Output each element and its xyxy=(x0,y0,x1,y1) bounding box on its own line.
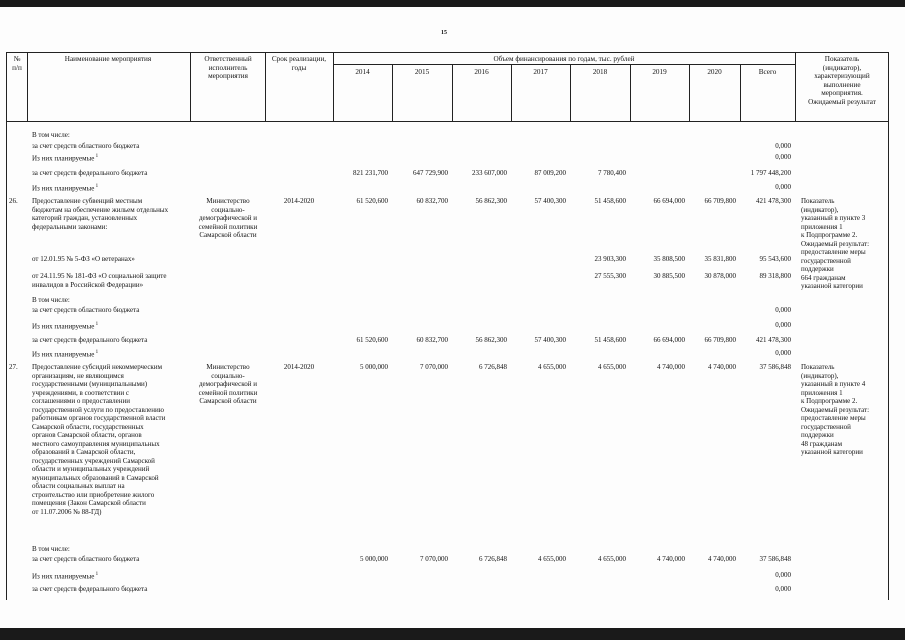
row-value-2015: 7 070,000 xyxy=(420,363,448,371)
row-executor: Министерство социально- демографической и семейной политики Самарской области xyxy=(198,197,258,239)
row-value-Всего: 0,000 xyxy=(775,585,791,593)
table-rule xyxy=(795,52,796,121)
row-label: Из них планируемые $^1$ xyxy=(32,184,99,193)
row-label: В том числе: xyxy=(32,296,70,304)
row-value-2020: 4 740,000 xyxy=(708,555,736,563)
row-value-2020: 66 709,800 xyxy=(704,336,736,344)
scan-bottom-border xyxy=(0,628,905,640)
row-value-2019: 30 885,500 xyxy=(653,272,685,280)
header-indicator: Показатель (индикатор), характеризующий выполнение мероприятия. Ожидаемый результат xyxy=(808,55,876,106)
row-value-2020: 66 709,800 xyxy=(704,197,736,205)
row-value-2014: 5 000,000 xyxy=(360,555,388,563)
row-term: 2014-2020 xyxy=(283,363,315,371)
row-label: от 12.01.95 № 5-ФЗ «О ветеранах» xyxy=(32,255,135,263)
row-label: Из них планируемые $^1$ xyxy=(32,154,99,163)
row-label: Из них планируемые $^1$ xyxy=(32,350,99,359)
row-value-Всего: 0,000 xyxy=(775,349,791,357)
row-value-2018: 4 655,000 xyxy=(598,363,626,371)
row-label: Предоставление субвенций местным бюджетам на обеспечение жильем отдельных категорий граждан, установленных федеральными законами: xyxy=(32,197,169,231)
header-funding: Объем финансирования по годам, тыс. рублей xyxy=(493,55,635,63)
row-value-2015: 647 729,900 xyxy=(413,169,448,177)
row-label: Из них планируемые $^1$ xyxy=(32,572,99,581)
row-label: Из них планируемые $^1$ xyxy=(32,322,99,331)
row-value-2019: 4 740,000 xyxy=(657,555,685,563)
table-rule xyxy=(333,64,795,65)
header-year-Всего: Всего xyxy=(758,68,777,76)
row-value-2016: 233 607,000 xyxy=(472,169,507,177)
row-label: за счет средств федерального бюджета xyxy=(32,336,148,344)
row-value-Всего: 0,000 xyxy=(775,183,791,191)
header-year-2015: 2015 xyxy=(414,68,430,76)
row-value-2019: 35 808,500 xyxy=(653,255,685,263)
row-value-Всего: 421 478,300 xyxy=(756,336,791,344)
row-label: Предоставление субсидий некоммерческим организациям, не являющимся государственными (муниципальными) учреждениями, в соответствии с соглашениями о предоставлении государственной услуги по предоставлению работникам органов государственной власти Самарской области, государственных органов Самарской области, органов местного самоуправления муниципальных образований в Самарской области, государственных учреждений Самарской области и муниципальных учреждений муниципальных образований в Самарской области социальных выплат на строительство или приобретение жилого помещения (Закон Самарской области от 11.07.2006 № 88-ГД) xyxy=(32,363,166,516)
header-year-2017: 2017 xyxy=(533,68,548,76)
header-name: Наименование мероприятия xyxy=(64,55,152,63)
row-label: за счет средств областного бюджета xyxy=(32,555,140,563)
row-number: 26. xyxy=(9,197,18,205)
header-year-2020: 2020 xyxy=(707,68,722,76)
table-rule xyxy=(6,52,889,53)
row-value-2014: 5 000,000 xyxy=(360,363,388,371)
row-number: 27. xyxy=(9,363,18,371)
row-executor: Министерство социально- демографической и семейной политики Самарской области xyxy=(198,363,258,405)
page-number: 15 xyxy=(441,30,447,36)
table-rule xyxy=(6,121,889,122)
scan-top-border xyxy=(0,0,905,7)
row-value-Всего: 37 586,848 xyxy=(759,363,791,371)
row-value-2018: 7 780,400 xyxy=(598,169,626,177)
row-value-Всего: 421 478,300 xyxy=(756,197,791,205)
row-value-2019: 66 694,000 xyxy=(653,197,685,205)
row-term: 2014-2020 xyxy=(283,197,315,205)
footnote-mark: 1 xyxy=(94,184,99,189)
row-value-2015: 60 832,700 xyxy=(416,197,448,205)
row-value-2020: 35 831,800 xyxy=(704,255,736,263)
header-year-2014: 2014 xyxy=(355,68,370,76)
table-rule xyxy=(888,52,889,121)
row-value-2020: 30 878,000 xyxy=(704,272,736,280)
row-value-Всего: 0,000 xyxy=(775,321,791,329)
row-value-Всего: 89 318,800 xyxy=(759,272,791,280)
row-label: от 24.11.95 № 181-ФЗ «О социальной защите инвалидов в Российской Федерации» xyxy=(32,272,167,289)
row-value-2017: 4 655,000 xyxy=(538,555,566,563)
table-rule xyxy=(6,52,7,121)
row-value-2017: 57 400,300 xyxy=(534,336,566,344)
footnote-mark: 1 xyxy=(94,322,99,327)
row-value-2016: 56 862,300 xyxy=(475,197,507,205)
row-label: за счет средств областного бюджета xyxy=(32,306,140,314)
row-value-2016: 6 726,848 xyxy=(479,555,507,563)
row-value-2019: 4 740,000 xyxy=(657,363,685,371)
row-value-Всего: 37 586,848 xyxy=(759,555,791,563)
row-label: В том числе: xyxy=(32,131,70,139)
row-value-2014: 821 231,700 xyxy=(353,169,388,177)
header-year-2018: 2018 xyxy=(592,68,608,76)
row-value-2019: 66 694,000 xyxy=(653,336,685,344)
row-label: за счет средств областного бюджета xyxy=(32,142,140,150)
table-rule xyxy=(888,121,889,600)
row-value-2018: 51 458,600 xyxy=(594,197,626,205)
row-indicator: Показатель (индикатор), указанный в пункте 4 приложения 1 к Подпрограмме 2. Ожидаемый результат: предоставление меры государственной поддержки 48 гражданам указанной категории xyxy=(801,363,870,456)
row-value-2018: 4 655,000 xyxy=(598,555,626,563)
row-value-2018: 23 903,300 xyxy=(594,255,626,263)
header-executor: Ответственный исполнитель мероприятия xyxy=(204,55,252,80)
row-value-Всего: 1 797 448,200 xyxy=(750,169,791,177)
header-year-2016: 2016 xyxy=(474,68,489,76)
row-label: за счет средств федерального бюджета xyxy=(32,585,148,593)
row-value-2016: 6 726,848 xyxy=(479,363,507,371)
row-value-2015: 60 832,700 xyxy=(416,336,448,344)
row-value-Всего: 0,000 xyxy=(775,306,791,314)
row-value-Всего: 95 543,600 xyxy=(759,255,791,263)
row-label: за счет средств федерального бюджета xyxy=(32,169,148,177)
row-value-2017: 87 009,200 xyxy=(534,169,566,177)
row-indicator: Показатель (индикатор), указанный в пункте 3 приложения 1 к Подпрограмме 2. Ожидаемый результат: предоставление меры государственной поддержки 664 гражданам указанной категории xyxy=(801,197,870,290)
footnote-mark: 1 xyxy=(94,154,99,159)
row-value-2015: 7 070,000 xyxy=(420,555,448,563)
row-label: В том числе: xyxy=(32,545,70,553)
row-value-2014: 61 520,600 xyxy=(356,197,388,205)
footnote-mark: 1 xyxy=(94,350,99,355)
header-term: Срок реализации, годы xyxy=(271,55,327,72)
row-value-2017: 4 655,000 xyxy=(538,363,566,371)
row-value-2020: 4 740,000 xyxy=(708,363,736,371)
header-year-2019: 2019 xyxy=(652,68,667,76)
row-value-2016: 56 862,300 xyxy=(475,336,507,344)
table-rule xyxy=(6,121,7,600)
row-value-2018: 27 555,300 xyxy=(594,272,626,280)
footnote-mark: 1 xyxy=(94,572,99,577)
header-num: № п/п xyxy=(12,55,22,72)
row-value-Всего: 0,000 xyxy=(775,142,791,150)
row-value-2018: 51 458,600 xyxy=(594,336,626,344)
row-value-2017: 57 400,300 xyxy=(534,197,566,205)
row-value-Всего: 0,000 xyxy=(775,153,791,161)
row-value-2014: 61 520,600 xyxy=(356,336,388,344)
row-value-Всего: 0,000 xyxy=(775,571,791,579)
table-rule xyxy=(190,52,191,121)
